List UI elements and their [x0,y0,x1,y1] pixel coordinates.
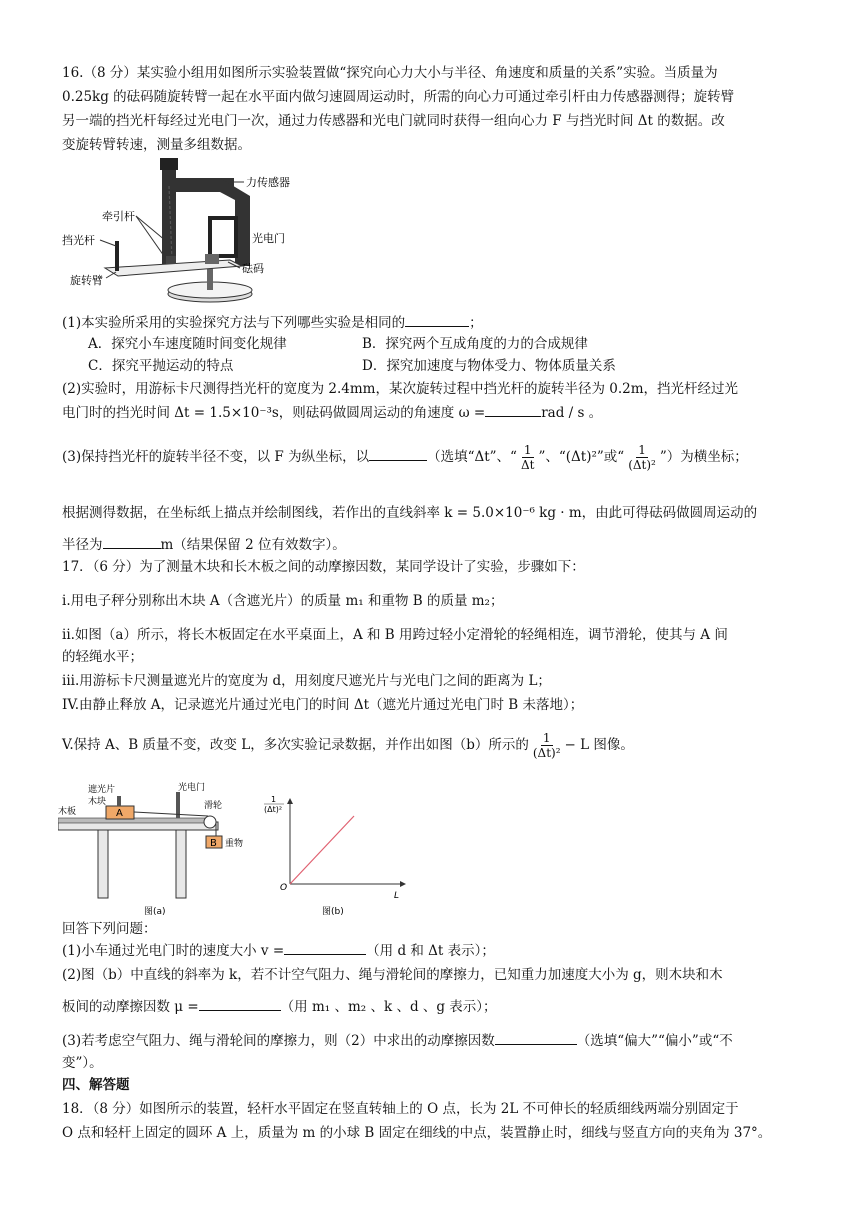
q16-line3: 另一端的挡光杆每经过光电门一次，通过力传感器和光电门就同时获得一组向心力 F 与挡光时间 Δt 的数据。改 [62,113,725,129]
answer-blank-q16-3 [369,446,427,461]
label-photogate-a: 光电门 [178,783,206,793]
graph-b-line [290,816,354,884]
q16-apparatus-figure [60,156,310,306]
q17-figure-a [58,780,258,920]
q16-part2-line2: 电门时的挡光时间 Δt = 1.5×10⁻³s，则砝码做圆周运动的角速度 ω = rad / s 。 [62,402,802,424]
q17-line1: 17．（6 分）为了测量木块和长木板之间的动摩擦因数，某同学设计了实验，步骤如下： [62,559,585,575]
label-shade-rod: 挡光杆 [62,234,95,247]
q16-part3-line3: 半径为 m（结果保留 2 位有效数字）。 [62,534,802,556]
q17-step2-line2: 的轻绳水平； [62,649,143,665]
graph-b-y-numerator: 1 [271,795,277,804]
q17-step3: iii.用游标卡尺测量遮光片的宽度为 d，用刻度尺遮光片与光电门之间的距离为 L； [62,673,551,689]
q16-option-b: B．探究两个互成角度的力的合成规律 [362,336,588,352]
label-weight: 砝码 [242,262,264,275]
q16-part3-line2: 根据测得数据，在坐标纸上描点并绘制图线，若作出的直线斜率 k = 5.0×10⁻⁶ kg · m，由此可得砝码做圆周运动的 [62,505,758,521]
fraction-one-over-dt: $\frac{1}{\Delta t}$ [520,443,535,472]
q17-answer3-line2: 变”）。 [62,1055,103,1071]
q16-part3-line1: (3)保持挡光杆的旋转半径不变，以 F 为纵坐标，以 （选填“Δt”、“ $\frac{1}{\Delta t}$ ”、“(Δt)²”或“ $\frac{1}{\text{(Δt)²}}$ ”）为横坐标； [62,443,748,472]
label-shade-plate: 遮光片 [88,785,116,795]
answer-blank-q17-2 [199,996,281,1011]
label-block: 木块 [88,797,107,807]
label-pull-rod: 牵引杆 [102,210,135,223]
q17-step1: i.用电子秤分别称出木块 A（含遮光片）的质量 m₁ 和重物 B 的质量 m₂； [62,593,504,609]
q18-line2: O 点和轻杆上固定的圆环 A 上，质量为 m 的小球 B 固定在细线的中点，装置静止时，细线与竖直方向的夹角为 37°。 [62,1125,772,1141]
q16-option-a: A．探究小车速度随时间变化规律 [88,336,287,352]
weight-b-letter: B [210,838,217,849]
q17-answer2-line1: (2)图（b）中直线的斜率为 k，若不计空气阻力、绳与滑轮间的摩擦力，已知重力加速度大小为 g，则木块和木 [62,967,723,983]
label-heavy-weight: 重物 [225,839,244,849]
q17-answer3-line1: (3)若考虑空气阻力、绳与滑轮间的摩擦力，则（2）中求出的动摩擦因数 （选填“偏大”“偏小”或“不 [62,1030,802,1052]
q17-answer-intro: 回答下列问题： [62,921,157,937]
label-photogate: 光电门 [252,232,285,245]
section-heading: 四、解答题 [62,1077,130,1093]
graph-b-origin: O [280,883,288,893]
graph-b-y-denominator: (Δt)² [264,805,283,814]
answer-blank-q16-4 [103,534,161,549]
graph-b-x-label: L [394,891,400,901]
q18-line1: 18．（8 分）如图所示的装置，轻杆水平固定在竖直转轴上的 O 点，长为 2L 不可伸长的轻质细线两端分别固定于 [62,1101,739,1117]
q16-option-c: C．探究平抛运动的特点 [88,358,234,374]
label-pulley: 滑轮 [204,801,223,811]
q16-option-d: D．探究加速度与物体受力、物体质量关系 [362,358,616,374]
q16-line4: 变旋转臂转速，测量多组数据。 [62,137,251,153]
answer-blank-q16-2 [485,402,541,417]
fraction-one-over-dt-squared: $\frac{1}{\text{(Δt)²}}$ [628,443,656,472]
q17-figure-b [262,790,412,920]
label-rotating-arm: 旋转臂 [70,274,103,287]
q17-answer2-line2: 板间的动摩擦因数 μ = （用 m₁ 、m₂ 、k 、d 、g 表示）； [62,996,802,1018]
caption-fig-b: 图(b) [322,907,344,917]
q17-answer1: (1)小车通过光电门时的速度大小 v = （用 d 和 Δt 表示）； [62,940,802,962]
q17-step4: IV.由静止释放 A，记录遮光片通过光电门的时间 Δt（遮光片通过光电门时 B 未落地）； [62,697,584,713]
label-force-sensor: 力传感器 [246,176,290,189]
q16-part1: (1)本实验所采用的实验探究方法与下列哪些实验是相同的 ； [62,312,802,334]
q17-step2-line1: ii.如图（a）所示，将长木板固定在水平桌面上，A 和 B 用跨过轻小定滑轮的轻绳相连，调节滑轮，使其与 A 间 [62,627,728,643]
label-board: 木板 [58,807,77,817]
block-a-letter: A [116,808,123,819]
q16-line2: 0.25kg 的砝码随旋转臂一起在水平面内做匀速圆周运动时，所需的向心力可通过牵引杆由力传感器测得；旋转臂 [62,89,735,105]
q16-line1: 16.（8 分）某实验小组用如图所示实验装置做“探究向心力大小与半径、角速度和质量的关系”实验。当质量为 [62,65,718,81]
q16-part2-line1: (2)实验时，用游标卡尺测得挡光杆的宽度为 2.4mm，某次旋转过程中挡光杆的旋转半径为 0.2m，挡光杆经过光 [62,381,739,397]
answer-blank-q17-3 [495,1030,577,1045]
q17-step5: V.保持 A、B 质量不变，改变 L，多次实验记录数据，并作出如图（b）所示的 $\frac{1}{\text{(Δt)²}}$ − L 图像。 [62,731,634,760]
fraction-graph-y: $\frac{1}{\text{(Δt)²}}$ [532,731,561,760]
caption-fig-a: 图(a) [144,907,166,917]
answer-blank-q17-1 [284,940,366,955]
answer-blank-q16-1 [405,312,469,327]
